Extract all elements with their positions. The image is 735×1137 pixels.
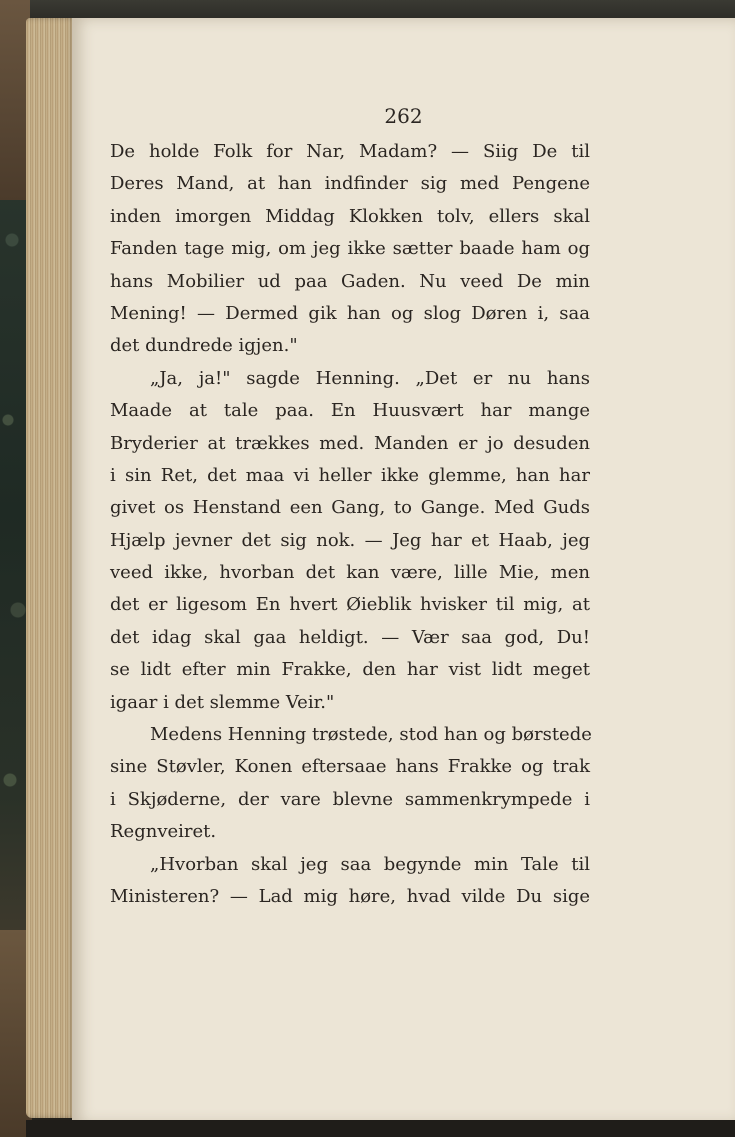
text-line: Deres Mand, at han indfinder sig med Pengene	[110, 173, 590, 195]
text-line: Ministeren? — Lad mig høre, hvad vilde Du sige	[110, 885, 590, 907]
text-line: Bryderier at trækkes med. Manden er jo desuden	[110, 432, 590, 454]
background-bottom	[26, 1120, 735, 1137]
text-line: det dundrede igjen."	[110, 335, 298, 357]
text-line: Medens Henning trøstede, stod han og børstede	[150, 724, 592, 746]
text-line: det er ligesom En hvert Øieblik hvisker til mig, at	[110, 594, 590, 616]
text-line: „Hvorban skal jeg saa begynde min Tale til	[150, 853, 590, 875]
text-line: Mening! — Dermed gik han og slog Døren i, saa	[110, 302, 590, 324]
text-line: Fanden tage mig, om jeg ikke sætter baade ham og	[110, 238, 590, 260]
text-line: Hjælp jevner det sig nok. — Jeg har et Haab, jeg	[110, 529, 590, 551]
text-line: hans Mobilier ud paa Gaden. Nu veed De min	[110, 270, 590, 292]
text-line: sine Støvler, Konen eftersaae hans Frakke og trak	[110, 756, 590, 778]
text-line: igaar i det slemme Veir."	[110, 691, 335, 713]
page-text	[110, 136, 590, 913]
text-line: inden imorgen Middag Klokken tolv, ellers skal	[110, 205, 590, 227]
page-number: 262	[384, 104, 423, 128]
text-line: se lidt efter min Frakke, den har vist lidt meget	[110, 659, 590, 681]
text-line: i sin Ret, det maa vi heller ikke glemme, han har	[110, 464, 590, 486]
text-line: Maade at tale paa. En Huusvært har mange	[110, 400, 590, 422]
text-line: De holde Folk for Nar, Madam? — Siig De til	[110, 141, 590, 162]
text-line: i Skjøderne, der vare blevne sammenkrympede i	[110, 788, 590, 810]
text-line: Regnveiret.	[110, 821, 217, 843]
page-edges	[26, 18, 76, 1118]
text-line: det idag skal gaa heldigt. — Vær saa god, Du!	[110, 626, 590, 648]
text-line: givet os Henstand een Gang, to Gange. Med Guds	[110, 497, 590, 519]
text-line: veed ikke, hvorban det kan være, lille Mie, men	[110, 562, 590, 584]
text-line: „Ja, ja!" sagde Henning. „Det er nu hans	[150, 367, 590, 389]
